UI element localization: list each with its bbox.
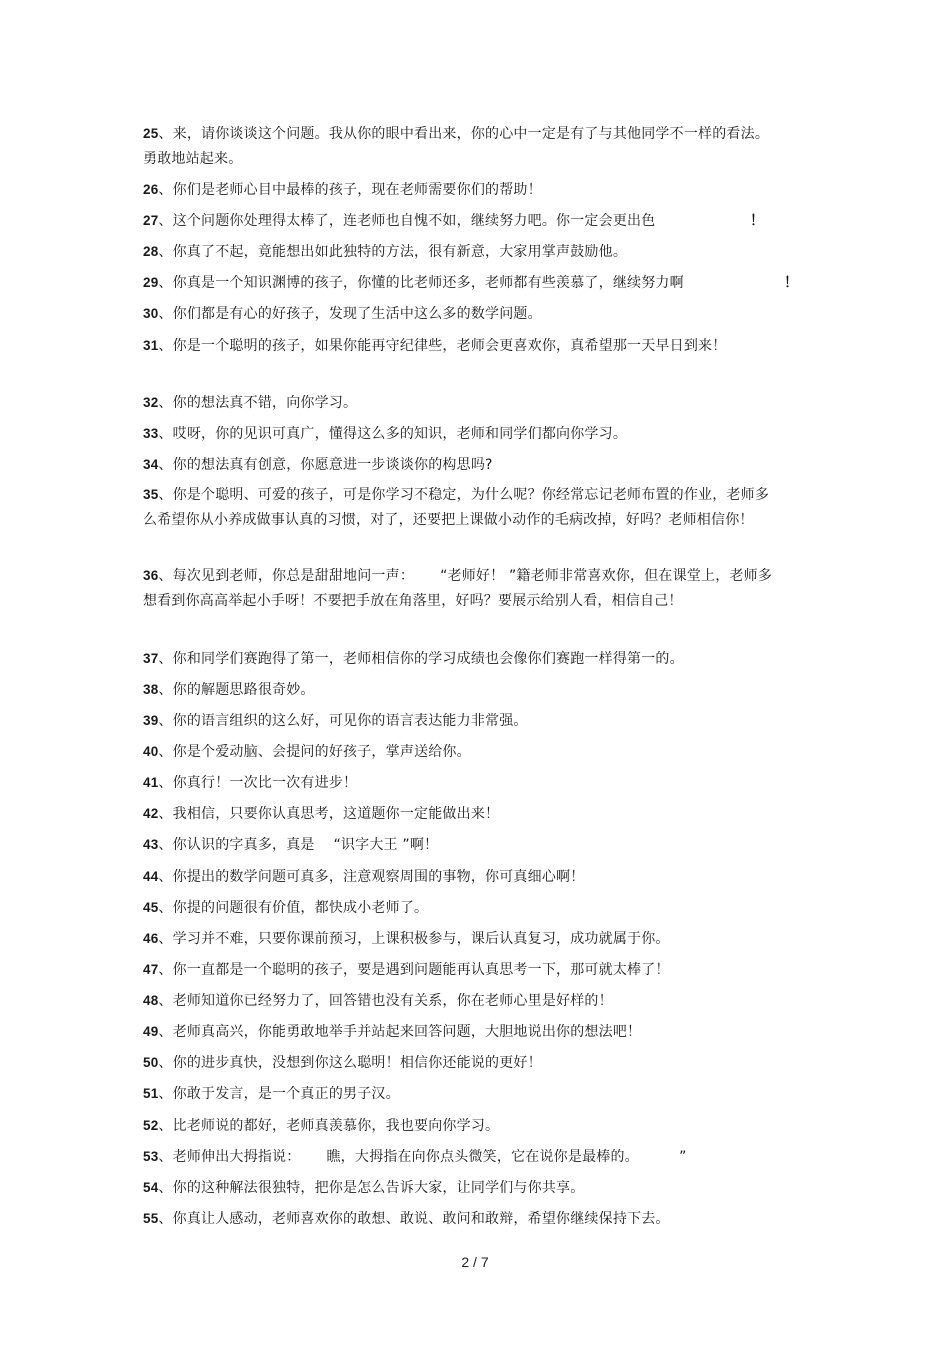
- list-item-41: [143, 770, 783, 796]
- item-29-exclamation: ！: [784, 275, 798, 291]
- item-separator: 、: [158, 426, 173, 442]
- list-item-50: [143, 1050, 783, 1076]
- item-separator: 、: [158, 395, 173, 411]
- item-separator: 、: [158, 1211, 173, 1227]
- list-item-39: [143, 708, 783, 734]
- list-item-40: [143, 739, 783, 765]
- list-item-44: [143, 864, 783, 890]
- item-text: 你真行！一次比一次有进步！: [172, 775, 358, 791]
- item-separator: 、: [158, 182, 173, 198]
- item-separator: 、: [158, 806, 173, 822]
- list-item-27: [143, 208, 783, 234]
- item-text: 你敢于发言，是一个真正的男子汉。: [172, 1086, 400, 1102]
- item-separator: 、: [158, 651, 173, 667]
- item-separator: 、: [158, 1055, 173, 1071]
- list-item-34: [143, 452, 783, 478]
- item-number: 45: [143, 900, 159, 915]
- item-separator: 、: [158, 744, 173, 760]
- item-number: 48: [143, 993, 159, 1008]
- list-item-46: [143, 926, 783, 952]
- list-item-48: [143, 988, 783, 1014]
- item-number: 33: [143, 426, 159, 441]
- item-text: 哎呀，你的见识可真广，懂得这么多的知识，老师和同学们都向你学习。: [172, 426, 628, 442]
- item-separator: 、: [158, 682, 173, 698]
- list-item-36: [143, 563, 783, 614]
- item-text: 你的语言组织的这么好，可见你的语言表达能力非常强。: [172, 713, 528, 729]
- item-separator: 、: [158, 962, 173, 978]
- item-number: 55: [143, 1211, 159, 1226]
- item-separator: 、: [158, 993, 173, 1009]
- item-text: 你一直都是一个聪明的孩子，要是遇到问题能再认真思考一下，那可就太棒了！: [172, 962, 670, 978]
- item-number: 36: [143, 568, 159, 583]
- item-number: 50: [143, 1055, 159, 1070]
- list-item-31: [143, 333, 783, 359]
- item-text: 老师真高兴，你能勇敢地举手并站起来回答问题，大胆地说出你的想法吧！: [172, 1024, 642, 1040]
- item-separator: 、: [158, 568, 173, 584]
- list-item-29: [143, 270, 783, 296]
- item-text: 老师知道你已经努力了，回答错也没有关系，你在老师心里是好样的！: [172, 993, 613, 1009]
- list-item-53: [143, 1144, 783, 1170]
- list-item-38: [143, 677, 783, 703]
- item-text: 你真让人感动，老师喜欢你的敢想、敢说、敢问和敢辩，希望你继续保持下去。: [172, 1211, 670, 1227]
- item-separator: 、: [158, 1024, 173, 1040]
- item-separator: 、: [158, 1086, 173, 1102]
- item-number: 38: [143, 682, 159, 697]
- item-text: 你是个爱动脑、会提问的好孩子，掌声送给你。: [172, 744, 471, 760]
- item-27-exclamation: ！: [750, 213, 764, 229]
- item-text: 你们都是有心的好孩子，发现了生活中这么多的数学问题。: [172, 306, 542, 322]
- item-separator: 、: [158, 457, 173, 473]
- item-separator: 、: [158, 275, 173, 291]
- list-item-49: [143, 1019, 783, 1045]
- list-item-33: [143, 421, 783, 447]
- item-number: 35: [143, 487, 159, 502]
- item-separator: 、: [158, 306, 173, 322]
- item-separator: 、: [158, 1118, 173, 1134]
- item-number: 26: [143, 182, 159, 197]
- item-number: 53: [143, 1149, 159, 1164]
- item-text: 你是个聪明、可爱的孩子，可是你学习不稳定，为什么呢？你经常忘记老师布置的作业，老师多么希望你从小养成做事认真的习惯，对了，还要把上课做小动作的毛病改掉，好吗？老师相信你！: [143, 487, 770, 528]
- item-number: 44: [143, 869, 159, 884]
- list-item-55: [143, 1206, 783, 1232]
- item-number: 25: [143, 126, 159, 141]
- item-text: 比老师说的都好，老师真羡慕你，我也要向你学习。: [172, 1118, 500, 1134]
- list-item-30: [143, 301, 783, 327]
- item-text: 学习并不难，只要你课前预习，上课积极参与，课后认真复习，成功就属于你。: [172, 931, 670, 947]
- item-number: 39: [143, 713, 159, 728]
- item-number: 31: [143, 338, 159, 353]
- item-separator: 、: [158, 931, 173, 947]
- item-separator: 、: [158, 338, 173, 354]
- item-separator: 、: [158, 869, 173, 885]
- item-text: 你的进步真快，没想到你这么聪明！相信你还能说的更好！: [172, 1055, 542, 1071]
- item-separator: 、: [158, 1149, 173, 1165]
- item-number: 49: [143, 1024, 159, 1039]
- item-separator: 、: [158, 900, 173, 916]
- list-item-26: [143, 177, 783, 203]
- list-item-51: [143, 1081, 783, 1107]
- item-text: 你真了不起，竟能想出如此独特的方法，很有新意，大家用掌声鼓励他。: [172, 244, 628, 260]
- item-number: 54: [143, 1180, 159, 1195]
- item-number: 32: [143, 395, 159, 410]
- list-item-37: [143, 646, 783, 672]
- item-text: 你认识的字真多，真是 “识字大王 ”啊！: [172, 837, 439, 853]
- list-item-47: [143, 957, 783, 983]
- item-separator: 、: [158, 775, 173, 791]
- item-number: 34: [143, 457, 159, 472]
- list-item-52: [143, 1113, 783, 1139]
- item-text: 你的想法真有创意，你愿意进一步谈谈你的构思吗?: [172, 457, 493, 473]
- item-number: 47: [143, 962, 159, 977]
- item-separator: 、: [158, 1180, 173, 1196]
- item-number: 28: [143, 244, 159, 259]
- item-separator: 、: [158, 487, 173, 503]
- item-text: 你和同学们赛跑得了第一，老师相信你的学习成绩也会像你们赛跑一样得第一的。: [172, 651, 684, 667]
- item-separator: 、: [158, 213, 173, 229]
- item-number: 27: [143, 213, 159, 228]
- item-text: 你提的问题很有价值，都快成小老师了。: [172, 900, 429, 916]
- item-number: 40: [143, 744, 159, 759]
- item-text: 你的想法真不错，向你学习。: [172, 395, 358, 411]
- page-number: 2 / 7: [461, 1254, 489, 1270]
- item-number: 29: [143, 275, 159, 290]
- item-number: 41: [143, 775, 159, 790]
- item-number: 42: [143, 806, 159, 821]
- item-text: 来，请你谈谈这个问题。我从你的眼中看出来，你的心中一定是有了与其他同学不一样的看法。勇敢地站起来。: [143, 126, 770, 167]
- item-text: 你提出的数学问题可真多，注意观察周围的事物，你可真细心啊！: [172, 869, 585, 885]
- list-item-32: [143, 390, 783, 416]
- item-text: 你是一个聪明的孩子，如果你能再守纪律些，老师会更喜欢你，真希望那一天早日到来！: [172, 338, 727, 354]
- item-separator: 、: [158, 126, 173, 142]
- item-separator: 、: [158, 837, 173, 853]
- item-text: 你们是老师心目中最棒的孩子，现在老师需要你们的帮助！: [172, 182, 542, 198]
- item-text: 你的解题思路很奇妙。: [172, 682, 315, 698]
- item-separator: 、: [158, 713, 173, 729]
- list-item-45: [143, 895, 783, 921]
- item-text: 我相信，只要你认真思考，这道题你一定能做出来！: [172, 806, 500, 822]
- item-number: 37: [143, 651, 159, 666]
- item-text: 你真是一个知识渊博的孩子，你懂的比老师还多，老师都有些羡慕了，继续努力啊: [172, 275, 684, 291]
- item-text: 老师伸出大拇指说： 瞧，大拇指在向你点头微笑，它在说你是最棒的。 ”: [172, 1149, 687, 1165]
- list-item-28: [143, 239, 783, 265]
- item-number: 30: [143, 306, 159, 321]
- item-separator: 、: [158, 244, 173, 260]
- list-item-54: [143, 1175, 783, 1201]
- list-item-42: [143, 801, 783, 827]
- item-text: 这个问题你处理得太棒了，连老师也自愧不如，继续努力吧。你一定会更出色: [172, 213, 656, 229]
- list-item-35: [143, 482, 783, 533]
- list-item-43: [143, 832, 783, 858]
- item-text: 你的这种解法很独特，把你是怎么告诉大家，让同学们与你共享。: [172, 1180, 585, 1196]
- item-number: 43: [143, 837, 159, 852]
- list-item-25: [143, 121, 783, 172]
- item-text: 每次见到老师，你总是甜甜地问一声： “老师好！ ”籍老师非常喜欢你，但在课堂上，老师多想看到你高高举起小手呀！不要把手放在角落里，好吗？要展示给别人看，相信自己！: [143, 568, 773, 609]
- item-number: 46: [143, 931, 159, 946]
- item-number: 52: [143, 1118, 159, 1133]
- item-number: 51: [143, 1086, 159, 1101]
